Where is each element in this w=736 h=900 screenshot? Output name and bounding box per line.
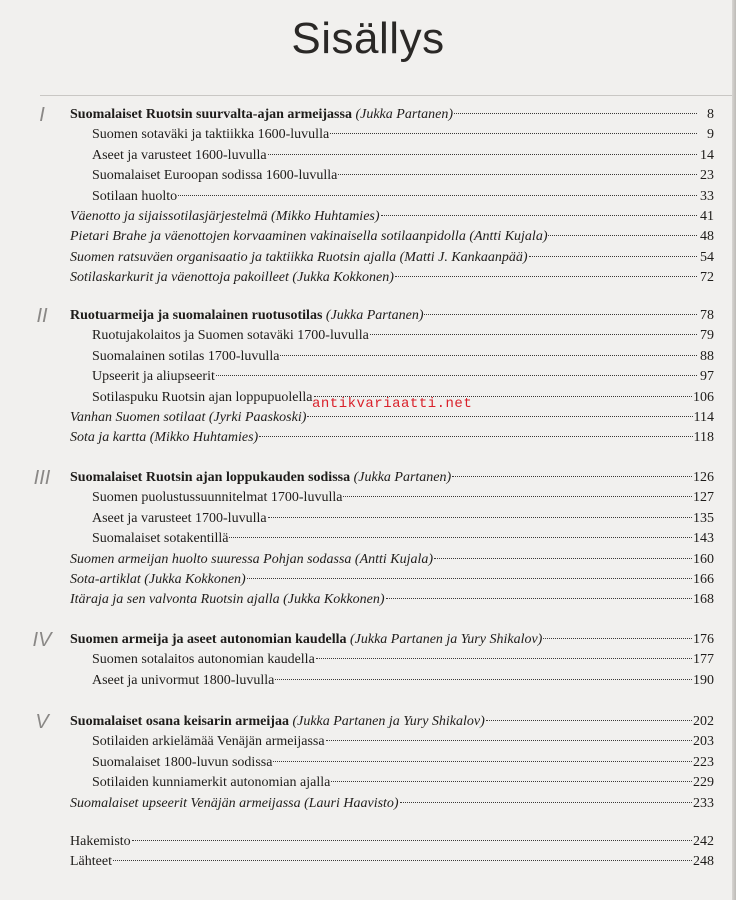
dot-leader	[434, 557, 692, 559]
dot-leader	[275, 678, 692, 680]
page-number: 23	[700, 168, 714, 184]
chapter-title: Ruotuarmeija ja suomalainen ruotusotilas	[70, 308, 323, 323]
toc-subsection-row	[92, 529, 714, 549]
dot-leader	[381, 214, 697, 216]
entry-title: Suomalainen sotilas 1700-luvulla	[92, 348, 280, 364]
toc-article-row	[70, 428, 714, 448]
page-number: 135	[693, 510, 714, 526]
entry-title: Sota-artiklat (Jukka Kokkonen)	[70, 572, 246, 587]
page-edge	[732, 0, 736, 900]
toc-backmatter-row	[70, 852, 714, 872]
page-number: 9	[707, 127, 714, 143]
page-number: 79	[700, 328, 714, 344]
dot-leader	[247, 577, 692, 579]
entry-title: Sota ja kartta (Mikko Huhtamies)	[70, 430, 259, 446]
entry-title	[70, 306, 423, 326]
dot-leader	[316, 657, 692, 659]
entry-title: Ruotujakolaitos ja Suomen sotaväki 1700-luvulla	[92, 328, 369, 344]
entry-title: Sotilaspuku Ruotsin ajan loppupuolella	[92, 389, 313, 405]
toc-article-row	[70, 570, 714, 590]
dot-leader	[548, 234, 697, 236]
toc-chapter-row	[70, 630, 714, 650]
entry-title: Pietari Brahe ja väenottojen korvaaminen vakinaisella sotilaanpidolla (Antti Kujala)	[70, 229, 548, 245]
dot-leader	[268, 153, 697, 155]
page-number: 177	[693, 652, 714, 668]
entry-title: Sotilaan huolto	[92, 188, 178, 204]
watermark: antikvariaatti.net	[312, 396, 473, 412]
toc-subsection-row	[92, 347, 714, 367]
entry-title	[70, 105, 453, 125]
page-number: 203	[693, 734, 714, 750]
entry-title: Suomen sotaväki ja taktiikka 1600-luvulla	[92, 127, 330, 143]
page-number: 106	[693, 389, 714, 405]
page-number: 190	[693, 672, 714, 688]
chapter-title: Suomalaiset Ruotsin suurvalta-ajan armeijassa	[70, 107, 352, 122]
toc-subsection-row	[92, 125, 714, 145]
page-number: 41	[700, 209, 714, 224]
toc-subsection-row	[92, 650, 714, 670]
dot-leader	[331, 780, 692, 782]
toc-subsection-row	[92, 146, 714, 166]
dot-leader	[370, 333, 697, 335]
dot-leader	[330, 132, 697, 134]
dot-leader	[307, 415, 692, 417]
page-number: 114	[693, 410, 714, 425]
toc-subsection-row	[92, 488, 714, 508]
toc-subsection-row	[92, 773, 714, 793]
page-number: 33	[700, 188, 714, 204]
entry-title: Aseet ja univormut 1800-luvulla	[92, 672, 275, 688]
toc-chapter-row	[70, 105, 714, 125]
section-number: III	[33, 467, 51, 489]
entry-title: Suomalaiset 1800-luvun sodissa	[92, 754, 273, 770]
section-number: II	[36, 305, 48, 327]
dot-leader	[113, 859, 692, 861]
dot-leader	[132, 839, 692, 841]
page-number: 248	[693, 854, 714, 870]
page-number: 97	[700, 369, 714, 385]
entry-title	[70, 468, 451, 488]
page-number: 127	[693, 490, 714, 506]
page-number: 242	[693, 834, 714, 849]
page-number: 229	[693, 775, 714, 791]
entry-title: Upseerit ja aliupseerit	[92, 369, 215, 385]
page-number: 233	[693, 795, 714, 811]
toc-chapter-row	[70, 468, 714, 488]
entry-title: Suomen puolustussuunnitelmat 1700-luvulla	[92, 490, 343, 506]
toc-subsection-row	[92, 187, 714, 207]
toc-subsection-row	[92, 166, 714, 186]
dot-leader	[326, 739, 692, 741]
entry-title: Sotilaiden arkielämää Venäjän armeijassa	[92, 734, 325, 750]
toc-article-row	[70, 268, 714, 288]
entry-title: Lähteet	[70, 854, 112, 870]
chapter-author: (Jukka Partanen)	[325, 308, 424, 323]
dot-leader	[259, 435, 692, 437]
page-number: 168	[693, 592, 714, 608]
dot-leader	[395, 275, 697, 277]
page-number: 223	[693, 754, 714, 770]
entry-title: Hakemisto	[70, 834, 131, 849]
page-number: 166	[693, 572, 714, 587]
dot-leader	[268, 516, 692, 518]
entry-title: Suomalaiset upseerit Venäjän armeijassa (Lauri Haavisto)	[70, 795, 399, 811]
dot-leader	[543, 637, 692, 639]
entry-title: Itäraja ja sen valvonta Ruotsin ajalla (Jukka Kokkonen)	[70, 592, 385, 608]
chapter-author: (Jukka Partanen ja Yury Shikalov)	[292, 714, 485, 729]
entry-title	[70, 630, 542, 650]
toc-subsection-row	[92, 509, 714, 529]
dot-leader	[486, 719, 692, 721]
chapter-author: (Jukka Partanen)	[355, 107, 454, 122]
dot-leader	[229, 536, 692, 538]
chapter-title: Suomalaiset osana keisarin armeijaa	[70, 714, 289, 729]
dot-leader	[343, 495, 692, 497]
page-number: 54	[700, 249, 714, 265]
dot-leader	[280, 354, 697, 356]
section-number: I	[39, 104, 45, 126]
dot-leader	[273, 760, 692, 762]
entry-title: Aseet ja varusteet 1600-luvulla	[92, 147, 267, 163]
entry-title: Väenotto ja sijaissotilasjärjestelmä (Mikko Huhtamies)	[70, 209, 380, 224]
entry-title: Suomen armeijan huolto suuressa Pohjan sodassa (Antti Kujala)	[70, 551, 434, 567]
toc-article-row	[70, 794, 714, 814]
page-number: 88	[700, 348, 714, 364]
page-number: 72	[700, 270, 714, 286]
dot-leader	[216, 374, 697, 376]
page-number: 78	[700, 308, 714, 323]
chapter-title: Suomen armeija ja aseet autonomian kaudella	[70, 632, 347, 647]
entry-title: Vanhan Suomen sotilaat (Jyrki Paaskoski)	[70, 410, 307, 425]
page-number: 8	[707, 107, 714, 122]
entry-title	[70, 712, 485, 732]
section-number: IV	[32, 629, 52, 651]
dot-leader	[338, 173, 697, 175]
page-title: Sisällys	[291, 14, 445, 63]
dot-leader	[452, 475, 692, 477]
page-number: 160	[693, 551, 714, 567]
entry-title: Suomen ratsuväen organisaatio ja taktiikka Ruotsin ajalla (Matti J. Kankaanpää)	[70, 249, 528, 265]
toc-article-row	[70, 590, 714, 610]
entry-title: Sotilaiden kunniamerkit autonomian ajalla	[92, 775, 331, 791]
entry-title: Suomalaiset sotakentillä	[92, 531, 229, 547]
toc-subsection-row	[92, 671, 714, 691]
dot-leader	[178, 194, 697, 196]
toc-article-row	[70, 207, 714, 227]
toc-subsection-row	[92, 732, 714, 752]
toc-backmatter-row	[70, 832, 714, 852]
dot-leader	[454, 112, 697, 114]
page-number: 176	[693, 632, 714, 647]
entry-title: Aseet ja varusteet 1700-luvulla	[92, 510, 267, 526]
toc-subsection-row	[92, 367, 714, 387]
toc-chapter-row	[70, 306, 714, 326]
chapter-author: (Jukka Partanen ja Yury Shikalov)	[350, 632, 543, 647]
chapter-author: (Jukka Partanen)	[353, 470, 452, 485]
page-number: 48	[700, 229, 714, 245]
toc-chapter-row	[70, 712, 714, 732]
dot-leader	[400, 801, 692, 803]
dot-leader	[529, 255, 697, 257]
section-number: V	[35, 711, 49, 733]
entry-title: Sotilaskarkurit ja väenottoja pakoilleet (Jukka Kokkonen)	[70, 270, 394, 286]
page-number: 118	[693, 430, 714, 446]
toc-article-row	[70, 550, 714, 570]
page-number: 14	[700, 147, 714, 163]
page-number: 143	[693, 531, 714, 547]
page-number: 126	[693, 470, 714, 485]
toc-subsection-row	[92, 753, 714, 773]
dot-leader	[386, 597, 692, 599]
toc-article-row	[70, 227, 714, 247]
toc-article-row	[70, 248, 714, 268]
dot-leader	[424, 313, 697, 315]
toc-subsection-row	[92, 326, 714, 346]
entry-title: Suomen sotalaitos autonomian kaudella	[92, 652, 315, 668]
chapter-title: Suomalaiset Ruotsin ajan loppukauden sodissa	[70, 470, 351, 485]
page-number: 202	[693, 714, 714, 729]
entry-title: Suomalaiset Euroopan sodissa 1600-luvulla	[92, 168, 338, 184]
